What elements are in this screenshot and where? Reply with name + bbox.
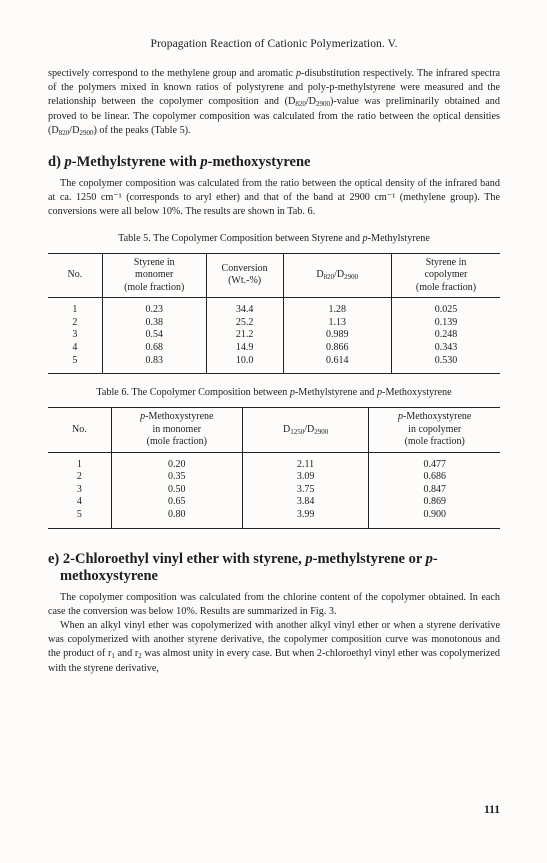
table-cell: 5 <box>72 354 78 366</box>
table-cell: 1.13 <box>283 317 391 330</box>
table-row <box>48 484 500 497</box>
table-cell: 0.343 <box>391 342 500 355</box>
table-cell: 0.83 <box>102 355 206 374</box>
section-d-paragraph: The copolymer composition was calculated from the ratio between the optical density of the infrared band at ca. 1250 cm⁻¹ (corresponds to aryl ether) and that of the band at 2900 cm⁻¹ (methylene group). The conversions were all below 10%. The results are shown in Tab. 6. <box>48 178 500 218</box>
table-cell: 3.84 <box>242 496 369 509</box>
section-d-heading: d) p-Methylstyrene with p-methoxystyrene <box>48 154 311 171</box>
table-row <box>48 452 500 471</box>
table-cell: 0.80 <box>111 509 242 528</box>
table5-caption: Table 5. The Copolymer Composition between Styrene and p-Methylstyrene <box>118 232 430 244</box>
table-row <box>48 471 500 484</box>
table-cell: 1 <box>72 304 78 316</box>
table-cell: 2 <box>72 316 78 328</box>
table-cell: 4 <box>76 496 82 508</box>
table5 <box>48 253 500 374</box>
table-cell: 5 <box>76 508 82 520</box>
table-cell: 0.686 <box>369 471 500 484</box>
table-cell: 0.35 <box>111 471 242 484</box>
table5-header-conversion: Conversion (Wt.-%) <box>206 253 283 298</box>
running-head: Propagation Reaction of Cationic Polymerization. V. <box>150 38 398 50</box>
section-e-paragraph-2: When an alkyl vinyl ether was copolymerized with another alkyl vinyl ether or when a styrene derivative was copolymerized with another styrene derivative, the copolymer composition curve was monotonous and the product of $r_1$ and $r_2$ was almost unity in every case. But when 2-chloroethyl vinyl ether was copolymerized with the styrene derivative, <box>48 619 501 674</box>
table-cell: 3.09 <box>242 471 369 484</box>
table-row <box>48 317 500 330</box>
table-cell: 3.75 <box>242 484 369 497</box>
table-cell: 0.65 <box>111 496 242 509</box>
table-cell: 0.025 <box>391 298 500 317</box>
table-cell: 2 <box>76 471 82 483</box>
table-row <box>48 329 500 342</box>
table-cell: 1 <box>76 458 82 470</box>
table5-header-styrene-copolymer: Styrene in copolymer (mole fraction) <box>391 253 500 298</box>
table-cell: 0.20 <box>111 452 242 471</box>
table-cell: 0.248 <box>391 329 500 342</box>
table-cell: 0.139 <box>391 317 500 330</box>
table-cell: 0.477 <box>369 452 500 471</box>
table-row <box>48 355 500 374</box>
table6-header-monomer: p-Methoxystyrene in monomer (mole fraction) <box>111 408 242 453</box>
table-cell: 25.2 <box>206 317 283 330</box>
section-e-heading: e) 2-Chloroethyl vinyl ether with styrene, p-methylstyrene or p-methoxystyrene <box>48 550 438 584</box>
table-cell: 0.50 <box>111 484 242 497</box>
table-cell: 0.54 <box>102 329 206 342</box>
table5-header-no: No. <box>48 253 102 298</box>
table-cell: 34.4 <box>206 298 283 317</box>
table-cell: 10.0 <box>206 355 283 374</box>
table-cell: 3.99 <box>242 509 369 528</box>
table-row <box>48 496 500 509</box>
table-row <box>48 298 500 317</box>
table-cell: 0.869 <box>369 496 500 509</box>
table-cell: 0.614 <box>283 355 391 374</box>
table-cell: 0.68 <box>102 342 206 355</box>
table-cell: 3 <box>72 329 78 341</box>
table5-header-styrene-monomer: Styrene in monomer (mole fraction) <box>102 253 206 298</box>
table-cell: 0.23 <box>102 298 206 317</box>
table-cell: 0.530 <box>391 355 500 374</box>
table-cell: 0.900 <box>369 509 500 528</box>
table6-header-copolymer: p-Methoxystyrene in copolymer (mole fraction) <box>369 408 500 453</box>
table-cell: 0.38 <box>102 317 206 330</box>
table5-header-ratio: $D_{820}/D_{2900}$ <box>283 253 391 298</box>
table6-header-no: No. <box>48 408 111 453</box>
table-cell: 0.847 <box>369 484 500 497</box>
page-number: 111 <box>484 804 500 816</box>
table-cell: 14.9 <box>206 342 283 355</box>
table-cell: 2.11 <box>242 452 369 471</box>
section-e-paragraph-1: The copolymer composition was calculated from the chlorine content of the copolymer obtained. In each case the conversion was below 10%. Results are summarized in Fig. 3. <box>48 591 500 617</box>
table-cell: 4 <box>72 341 78 353</box>
table6 <box>48 407 500 528</box>
intro-paragraph: spectively correspond to the methylene group and aromatic p-disubstitution respectively. The infrared spectra of the polymers mixed in known ratios of polystyrene and poly-p-methylstyrene were measured and the relationship between the copolymer composition and $(D_{820}/D_{2900})$-value was preliminarily obtained and proved to be linear. The copolymer composition was calculated from the ratio between the optical densities $(D_{820}/D_{2900})$ of the peaks (Table 5). <box>48 68 500 137</box>
table6-caption: Table 6. The Copolymer Composition between p-Methylstyrene and p-Methoxystyrene <box>96 387 452 399</box>
table-cell: 3 <box>76 483 82 495</box>
document-page <box>48 38 500 676</box>
table-cell: 21.2 <box>206 329 283 342</box>
table-cell: 0.866 <box>283 342 391 355</box>
table-row <box>48 342 500 355</box>
table6-header-ratio: $D_{1250}/D_{2900}$ <box>242 408 369 453</box>
table-cell: 1.28 <box>283 298 391 317</box>
table-row <box>48 509 500 528</box>
table-cell: 0.989 <box>283 329 391 342</box>
